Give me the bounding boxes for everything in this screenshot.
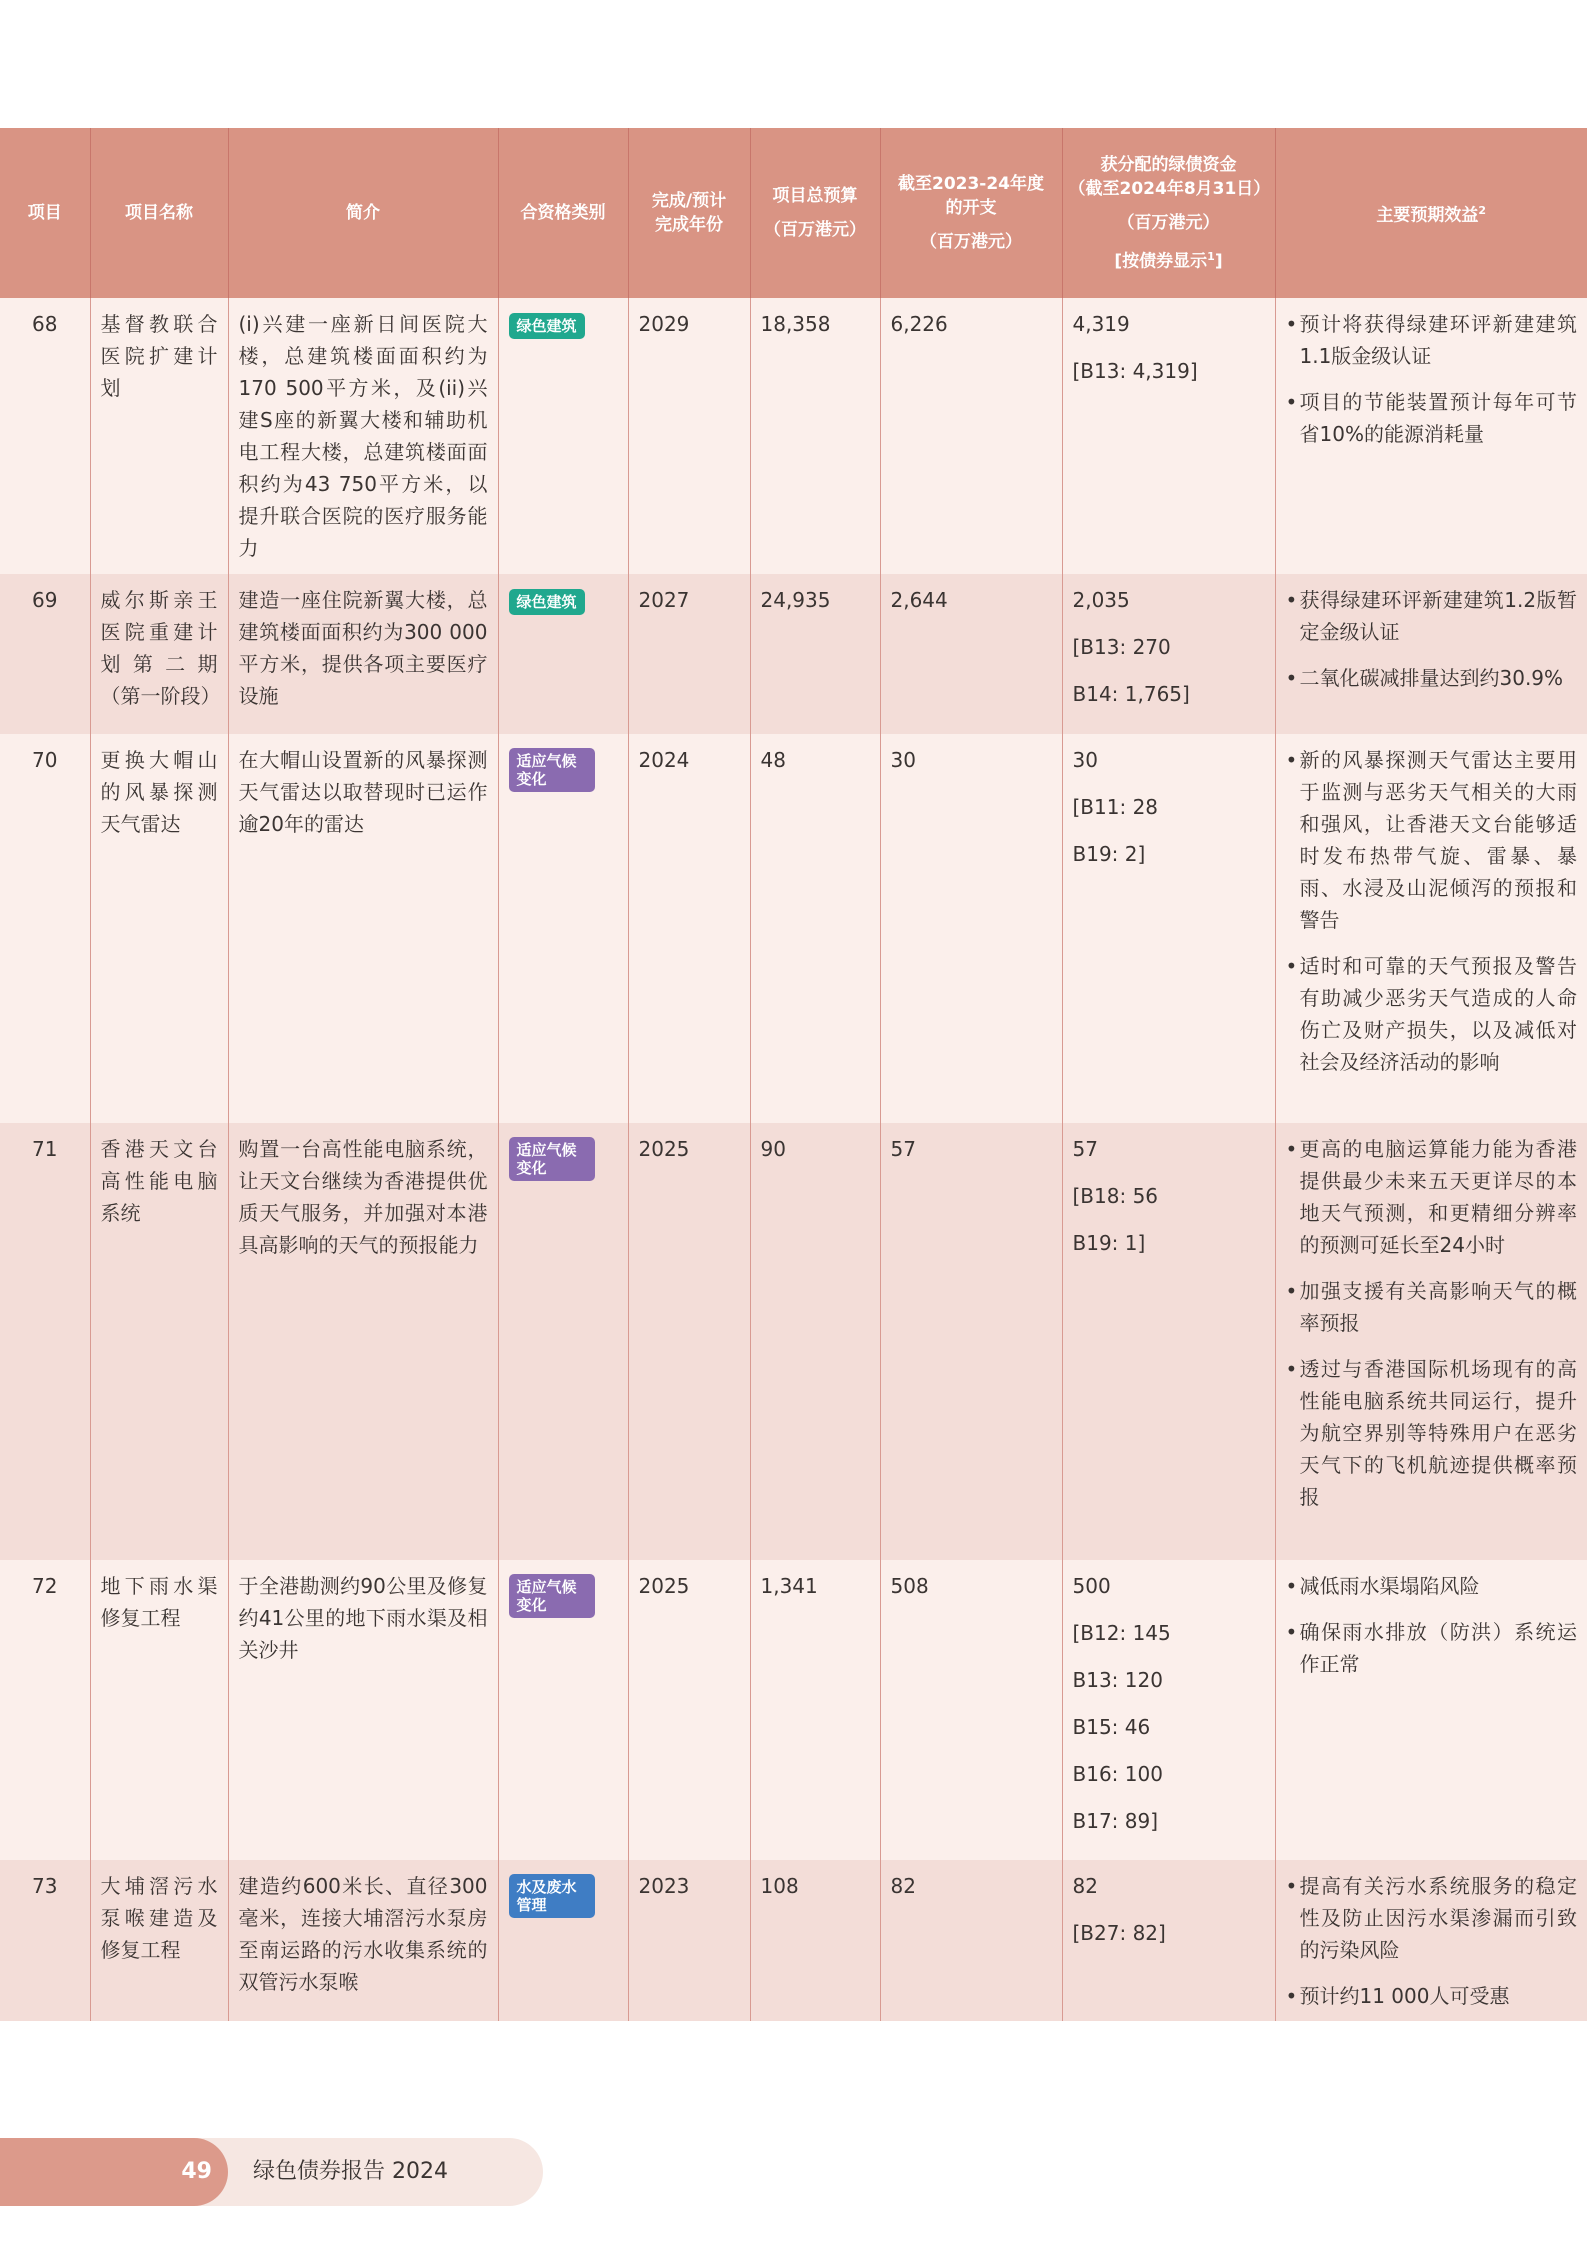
benefits-cell <box>1275 1560 1587 1860</box>
category-cell <box>498 1560 628 1860</box>
item-number: 71 <box>0 1123 90 1560</box>
category-cell <box>498 574 628 734</box>
project-summary: (i)兴建一座新日间医院大楼，总建筑楼面面积约为170 500平方米，及(ii)兴建S座的新翼大楼和辅助机电工程大楼，总建筑楼面面积约为43 750平方米，以提升联合医院的医疗服务能力 <box>228 298 498 574</box>
category-cell <box>498 298 628 574</box>
category-cell <box>498 734 628 1123</box>
allocated-funds <box>1062 1560 1275 1860</box>
table-body <box>0 298 1587 2021</box>
total-budget: 48 <box>750 734 880 1123</box>
category-badge: 适应气候变化 <box>509 748 595 792</box>
expenditure: 82 <box>880 1860 1062 2021</box>
header-total-budget: 项目总预算 （百万港元） <box>750 128 880 298</box>
item-number: 70 <box>0 734 90 1123</box>
bond-allocation: B19: 1] <box>1072 1231 1146 1255</box>
bond-allocation: [B27: 82] <box>1072 1921 1166 1945</box>
header-summary: 简介 <box>228 128 498 298</box>
completion-year: 2023 <box>628 1860 750 2021</box>
bond-allocation: B19: 2] <box>1072 842 1146 866</box>
total-budget: 108 <box>750 1860 880 2021</box>
category-badge: 适应气候变化 <box>509 1574 595 1618</box>
table-row <box>0 1123 1587 1560</box>
category-badge: 适应气候变化 <box>509 1137 595 1181</box>
benefit-item: • 确保雨水排放（防洪）系统运作正常 <box>1286 1616 1578 1680</box>
allocated-funds <box>1062 298 1275 574</box>
table-row <box>0 298 1587 574</box>
completion-year: 2025 <box>628 1560 750 1860</box>
category-badge: 水及废水管理 <box>509 1874 595 1918</box>
bond-allocation: B15: 46 <box>1072 1715 1151 1739</box>
benefit-item: • 减低雨水渠塌陷风险 <box>1286 1570 1578 1602</box>
item-number: 72 <box>0 1560 90 1860</box>
table-row <box>0 1560 1587 1860</box>
category-badge: 绿色建筑 <box>509 313 585 339</box>
benefit-item: • 预计约11 000人可受惠 <box>1286 1980 1578 2012</box>
table-header <box>0 128 1587 298</box>
item-number: 68 <box>0 298 90 574</box>
category-cell <box>498 1123 628 1560</box>
total-budget: 90 <box>750 1123 880 1560</box>
header-benefits: 主要预期效益$^2$ <box>1275 128 1587 298</box>
table-row <box>0 734 1587 1123</box>
page-number: 49 <box>0 2138 228 2206</box>
allocated-total: 82 <box>1072 1874 1098 1898</box>
project-summary: 建造约600米长、直径300毫米，连接大埔滘污水泵房至南运路的污水收集系统的双管污水泵喉 <box>228 1860 498 2021</box>
bond-allocation: [B12: 145 <box>1072 1621 1171 1645</box>
allocated-funds <box>1062 1123 1275 1560</box>
bond-allocation: [B11: 28 <box>1072 795 1159 819</box>
expenditure: 30 <box>880 734 1062 1123</box>
benefits-cell <box>1275 1860 1587 2021</box>
project-name: 地下雨水渠修复工程 <box>90 1560 228 1860</box>
header-completion-year: 完成/预计 完成年份 <box>628 128 750 298</box>
category-badge: 绿色建筑 <box>509 589 585 615</box>
allocated-funds <box>1062 1860 1275 2021</box>
benefit-item: • 透过与香港国际机场现有的高性能电脑系统共同运行，提升为航空界别等特殊用户在恶劣天气下的飞机航迹提供概率预报 <box>1286 1353 1578 1513</box>
benefit-item: • 项目的节能装置预计每年可节省10%的能源消耗量 <box>1286 386 1578 450</box>
completion-year: 2025 <box>628 1123 750 1560</box>
green-bond-project-table <box>0 128 1587 2021</box>
total-budget: 1,341 <box>750 1560 880 1860</box>
project-name: 威尔斯亲王医院重建计划第二期（第一阶段） <box>90 574 228 734</box>
allocated-funds <box>1062 574 1275 734</box>
benefits-cell <box>1275 1123 1587 1560</box>
allocated-total: 30 <box>1072 748 1098 772</box>
header-allocated-funds: 获分配的绿债资金 （截至2024年8月31日） （百万港元） [按债券显示$^1$] <box>1062 128 1275 298</box>
allocated-funds <box>1062 734 1275 1123</box>
benefit-item: • 适时和可靠的天气预报及警告有助减少恶劣天气造成的人命伤亡及财产损失，以及减低对社会及经济活动的影响 <box>1286 950 1578 1078</box>
allocated-total: 500 <box>1072 1574 1111 1598</box>
table-row <box>0 1860 1587 2021</box>
project-name: 大埔滘污水泵喉建造及修复工程 <box>90 1860 228 2021</box>
benefit-item: • 二氧化碳减排量达到约30.9% <box>1286 662 1578 694</box>
benefit-item: • 预计将获得绿建环评新建建筑1.1版金级认证 <box>1286 308 1578 372</box>
header-category: 合资格类别 <box>498 128 628 298</box>
item-number: 69 <box>0 574 90 734</box>
bond-allocation: [B18: 56 <box>1072 1184 1159 1208</box>
bond-allocation: B17: 89] <box>1072 1809 1159 1833</box>
benefit-item: • 新的风暴探测天气雷达主要用于监测与恶劣天气相关的大雨和强风，让香港天文台能够适时发布热带气旋、雷暴、暴雨、水浸及山泥倾泻的预报和警告 <box>1286 744 1578 936</box>
benefits-cell <box>1275 734 1587 1123</box>
bond-allocation: [B13: 270 <box>1072 635 1171 659</box>
allocated-total: 4,319 <box>1072 312 1130 336</box>
project-summary: 在大帽山设置新的风暴探测天气雷达以取替现时已运作逾20年的雷达 <box>228 734 498 1123</box>
project-summary: 购置一台高性能电脑系统，让天文台继续为香港提供优质天气服务，并加强对本港具高影响的天气的预报能力 <box>228 1123 498 1560</box>
bond-allocation: B16: 100 <box>1072 1762 1163 1786</box>
bond-allocation: [B13: 4,319] <box>1072 359 1198 383</box>
benefit-item: • 获得绿建环评新建建筑1.2版暂定金级认证 <box>1286 584 1578 648</box>
project-summary: 建造一座住院新翼大楼，总建筑楼面面积约为300 000平方米，提供各项主要医疗设施 <box>228 574 498 734</box>
header-project-name: 项目名称 <box>90 128 228 298</box>
expenditure: 508 <box>880 1560 1062 1860</box>
header-item: 项目 <box>0 128 90 298</box>
project-name: 香港天文台高性能电脑系统 <box>90 1123 228 1560</box>
benefit-item: • 加强支援有关高影响天气的概率预报 <box>1286 1275 1578 1339</box>
expenditure: 6,226 <box>880 298 1062 574</box>
report-title: 绿色债券报告 2024 <box>253 2159 448 2184</box>
project-summary: 于全港勘测约90公里及修复约41公里的地下雨水渠及相关沙井 <box>228 1560 498 1860</box>
benefits-cell <box>1275 574 1587 734</box>
benefit-item: • 提高有关污水系统服务的稳定性及防止因污水渠渗漏而引致的污染风险 <box>1286 1870 1578 1966</box>
item-number: 73 <box>0 1860 90 2021</box>
category-cell <box>498 1860 628 2021</box>
header-expenditure: 截至2023-24年度 的开支 （百万港元） <box>880 128 1062 298</box>
expenditure: 57 <box>880 1123 1062 1560</box>
bond-allocation: B13: 120 <box>1072 1668 1163 1692</box>
project-name: 更换大帽山的风暴探测天气雷达 <box>90 734 228 1123</box>
allocated-total: 2,035 <box>1072 588 1130 612</box>
total-budget: 18,358 <box>750 298 880 574</box>
benefits-cell <box>1275 298 1587 574</box>
bond-allocation: B14: 1,765] <box>1072 682 1190 706</box>
completion-year: 2024 <box>628 734 750 1123</box>
completion-year: 2027 <box>628 574 750 734</box>
completion-year: 2029 <box>628 298 750 574</box>
allocated-total: 57 <box>1072 1137 1098 1161</box>
benefit-item: • 更高的电脑运算能力能为香港提供最少未来五天更详尽的本地天气预测，和更精细分辨率的预测可延长至24小时 <box>1286 1133 1578 1261</box>
total-budget: 24,935 <box>750 574 880 734</box>
table-row <box>0 574 1587 734</box>
project-name: 基督教联合医院扩建计划 <box>90 298 228 574</box>
expenditure: 2,644 <box>880 574 1062 734</box>
